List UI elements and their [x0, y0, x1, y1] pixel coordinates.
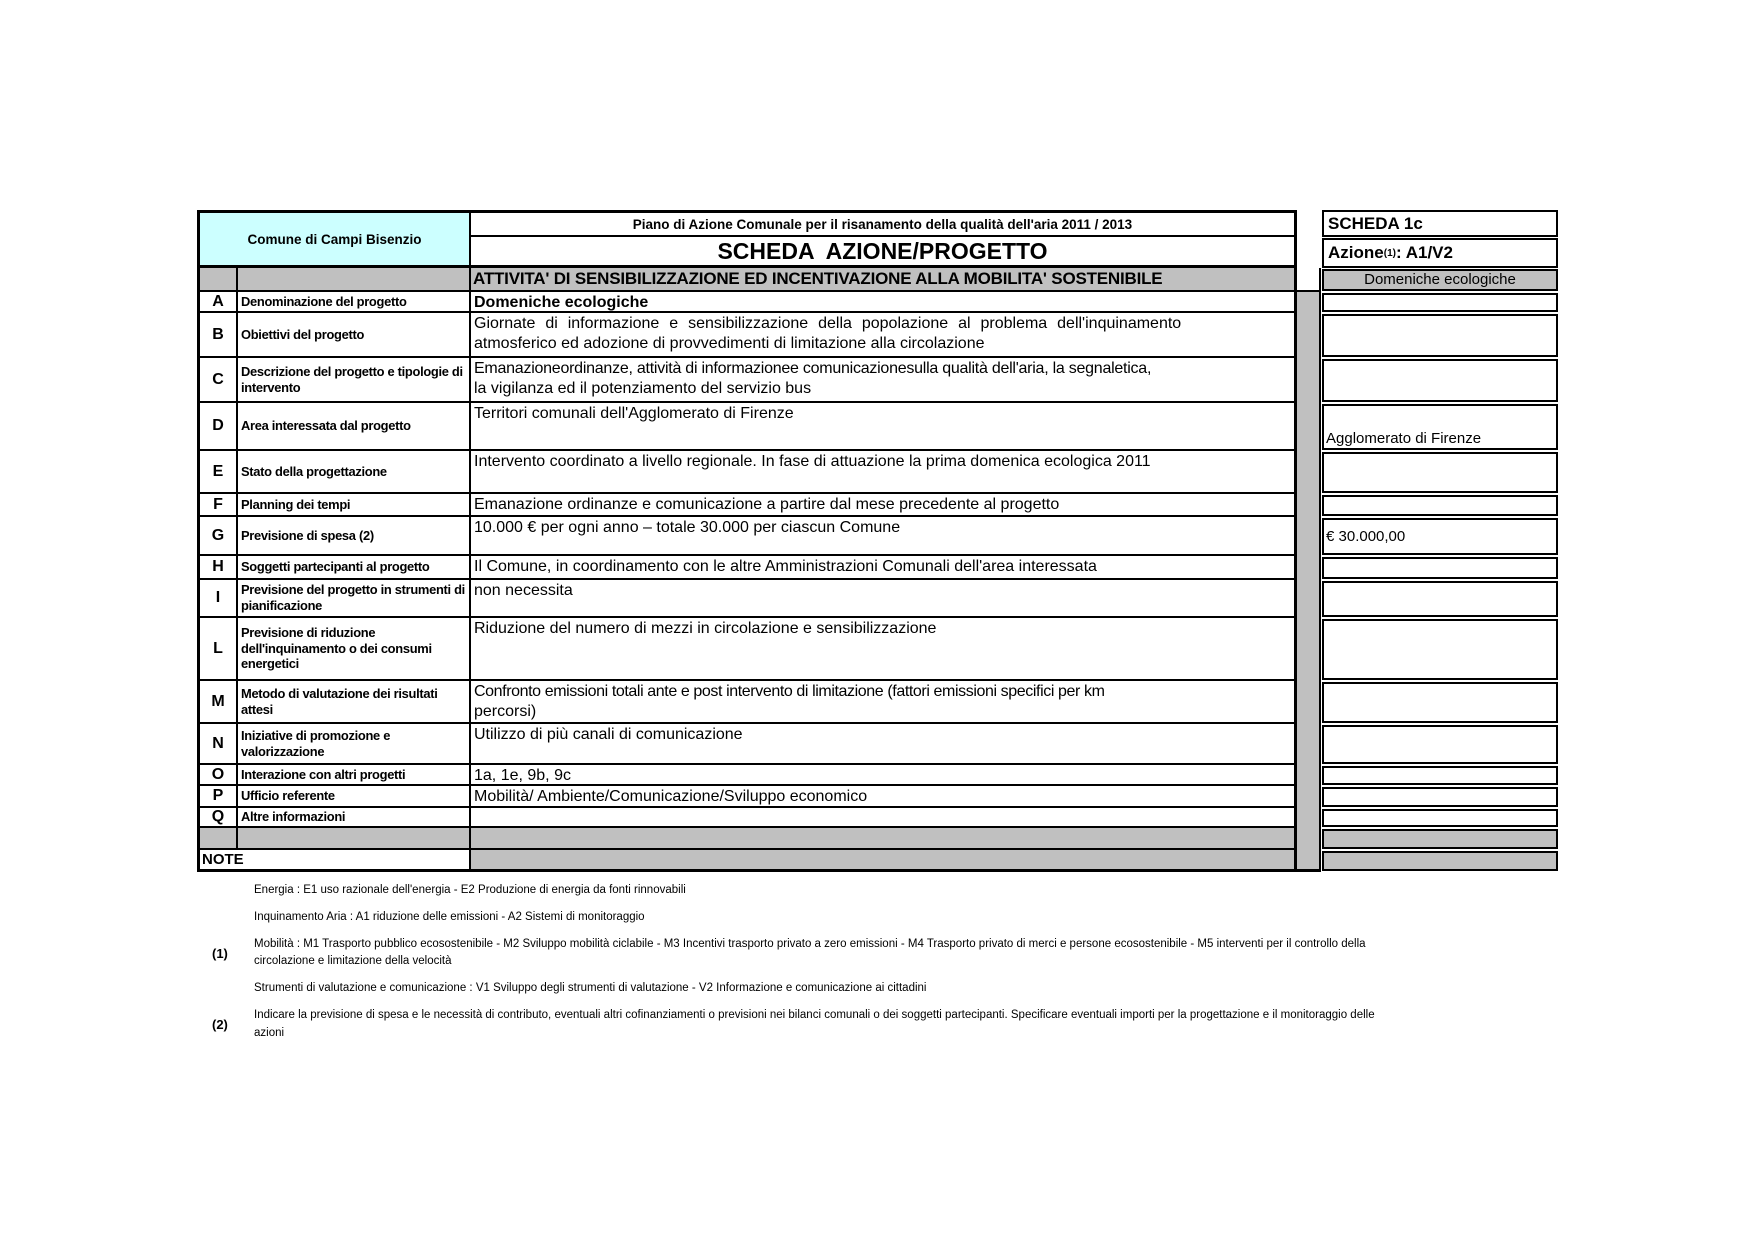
footnote	[212, 936, 1382, 972]
right-annotation-box	[1322, 452, 1558, 493]
row-right-cell	[1321, 451, 1558, 494]
row-letter: A	[197, 292, 238, 313]
action-name-cell: Domeniche ecologiche	[1322, 269, 1558, 291]
row-right-cell	[1321, 313, 1558, 358]
separator-column	[1297, 681, 1321, 724]
row-letter: E	[197, 451, 238, 494]
row-letter: P	[197, 786, 238, 808]
plan-title: Piano di Azione Comunale per il risanamento della qualità dell'aria 2011 / 2013	[471, 213, 1294, 237]
footnote	[212, 1007, 1382, 1043]
row-label: Area interessata dal progetto	[238, 403, 471, 451]
separator-column	[1297, 828, 1321, 850]
table-row	[197, 313, 1558, 358]
action-sheet-table	[197, 210, 1558, 872]
row-label: Stato della progettazione	[238, 451, 471, 494]
row-content	[471, 808, 1297, 828]
separator-column	[1297, 292, 1321, 313]
row-label: Interazione con altri progetti	[238, 765, 471, 786]
row-content	[471, 292, 1297, 313]
azione-value: : A1/V2	[1395, 243, 1453, 262]
table-row	[197, 556, 1558, 580]
footnote	[212, 909, 1382, 927]
note-right-cell	[1321, 850, 1558, 872]
content-line: Emanazioneordinanze, attività di informazionee comunicazionesulla qualità dell'aria, la segnaletica,	[474, 360, 1152, 377]
separator-column	[1297, 451, 1321, 494]
note-row	[197, 850, 1558, 872]
content-line: Riduzione del numero di mezzi in circolazione e sensibilizzazione	[474, 620, 937, 637]
header-middle	[471, 210, 1297, 268]
content-line: Emanazione ordinanze e comunicazione a partire dal mese precedente al progetto	[474, 496, 1060, 513]
footnote-text: Strumenti di valutazione e comunicazione : V1 Sviluppo degli strumenti di valutazione - V2 Informazione e comunicazione ai cittadini	[254, 982, 927, 995]
row-content	[471, 556, 1297, 580]
row-right-cell	[1321, 786, 1558, 808]
spacer-letter-cell	[197, 828, 238, 850]
note-label: NOTE	[197, 850, 471, 872]
row-content	[471, 403, 1297, 451]
content-line: Giornate di informazione e sensibilizzazione della popolazione al problema dell'inquinamento	[474, 315, 1182, 332]
row-content	[471, 681, 1297, 724]
separator-column	[1297, 765, 1321, 786]
spacer-content-cell	[471, 828, 1297, 850]
row-letter: M	[197, 681, 238, 724]
activity-band-row	[197, 268, 1558, 292]
spacer-right-cell	[1321, 828, 1558, 850]
azione-superscript: (1)	[1383, 247, 1396, 259]
scheda-code-cell: SCHEDA 1c	[1322, 210, 1558, 237]
right-cell-text: € 30.000,00	[1326, 527, 1406, 545]
row-right-cell	[1321, 681, 1558, 724]
activity-title: ATTIVITA' DI SENSIBILIZZAZIONE ED INCENTIVAZIONE ALLA MOBILITA' SOSTENIBILE	[471, 268, 1297, 292]
row-right-cell	[1321, 580, 1558, 618]
row-letter: I	[197, 580, 238, 618]
right-annotation-box	[1322, 495, 1558, 516]
row-right-cell	[1321, 358, 1558, 403]
row-letter: G	[197, 517, 238, 556]
content-line: 1a, 1e, 9b, 9c	[474, 767, 571, 784]
row-label: Denominazione del progetto	[238, 292, 471, 313]
table-row	[197, 403, 1558, 451]
separator-column	[1297, 786, 1321, 808]
content-line: 10.000 € per ogni anno – totale 30.000 per ciascun Comune	[474, 519, 901, 536]
row-letter: L	[197, 618, 238, 681]
right-annotation-box	[1322, 809, 1558, 827]
content-line: atmosferico ed adozione di provvedimenti di limitazione alla circolazione	[474, 335, 985, 353]
row-right-cell	[1321, 808, 1558, 828]
row-label: Previsione di riduzione dell'inquinamento o dei consumi energetici	[238, 618, 471, 681]
content-line: Utilizzo di più canali di comunicazione	[474, 726, 743, 743]
right-annotation-box	[1322, 314, 1558, 357]
row-right-cell	[1321, 765, 1558, 786]
table-row	[197, 618, 1558, 681]
footnote-text: Inquinamento Aria : A1 riduzione delle emissioni - A2 Sistemi di monitoraggio	[254, 910, 645, 923]
right-annotation-box	[1322, 682, 1558, 723]
row-letter: N	[197, 724, 238, 765]
right-annotation-box	[1322, 787, 1558, 807]
separator-column	[1297, 517, 1321, 556]
separator-column	[1297, 850, 1321, 872]
right-cell-text: Agglomerato di Firenze	[1326, 430, 1482, 448]
separator-column	[1297, 494, 1321, 517]
comune-cell: Comune di Campi Bisenzio	[197, 210, 471, 268]
row-content	[471, 580, 1297, 618]
row-right-cell	[1321, 292, 1558, 313]
row-content	[471, 517, 1297, 556]
row-label: Descrizione del progetto e tipologie di intervento	[238, 358, 471, 403]
header-right-column	[1321, 210, 1558, 268]
separator-column	[1297, 313, 1321, 358]
row-content	[471, 494, 1297, 517]
azione-cell	[1322, 238, 1558, 268]
row-content	[471, 618, 1297, 681]
header-gap	[1297, 210, 1321, 268]
separator-column	[1297, 268, 1321, 292]
separator-column	[1297, 556, 1321, 580]
row-right-cell	[1321, 494, 1558, 517]
table-row	[197, 681, 1558, 724]
row-label: Previsione di spesa (2)	[238, 517, 471, 556]
row-letter: B	[197, 313, 238, 358]
row-label: Soggetti partecipanti al progetto	[238, 556, 471, 580]
row-content	[471, 786, 1297, 808]
right-annotation-box	[1322, 557, 1558, 579]
right-annotation-box	[1322, 766, 1558, 785]
activity-label-cell	[238, 268, 471, 292]
table-row	[197, 517, 1558, 556]
content-line: Confronto emissioni totali ante e post intervento di limitazione (fattori emissioni specifici per km	[474, 683, 1105, 700]
footnote-text: Mobilità : M1 Trasporto pubblico ecosostenibile - M2 Sviluppo mobilità ciclabile - M3 Incentivi trasporto privato a zero emissioni - M4 Trasporto privato di merci e persone ecosostenibile - M5 interventi per il controllo della circolazione e limitazione della velocità	[254, 937, 1366, 968]
row-content	[471, 724, 1297, 765]
row-label: Ufficio referente	[238, 786, 471, 808]
row-label: Iniziative di promozione e valorizzazione	[238, 724, 471, 765]
separator-column	[1297, 618, 1321, 681]
table-body	[197, 292, 1558, 828]
spacer-row	[197, 828, 1558, 850]
content-line: non necessita	[474, 582, 573, 599]
separator-column	[1297, 403, 1321, 451]
row-letter: O	[197, 765, 238, 786]
content-line: Territori comunali dell'Agglomerato di Firenze	[474, 405, 794, 422]
row-right-cell	[1321, 618, 1558, 681]
table-row	[197, 358, 1558, 403]
row-right-cell	[1321, 403, 1558, 451]
table-row	[197, 808, 1558, 828]
activity-letter-cell	[197, 268, 238, 292]
footnote-text: Indicare la previsione di spesa e le necessità di contributo, eventuali altri cofinanziamenti o previsioni nei bilanci comunali o dei soggetti partecipanti. Specificare eventuali importi per la progettazione e il monitoraggio delle azioni	[254, 1009, 1375, 1039]
table-row	[197, 292, 1558, 313]
row-letter: C	[197, 358, 238, 403]
content-line: Intervento coordinato a livello regionale. In fase di attuazione la prima domenica ecologica 2011	[474, 453, 1151, 470]
footnote-label: (1)	[212, 945, 228, 961]
separator-column	[1297, 580, 1321, 618]
right-annotation-box	[1322, 404, 1558, 450]
row-right-cell	[1321, 517, 1558, 556]
table-row	[197, 786, 1558, 808]
footnote-label: (2)	[212, 1017, 228, 1033]
table-row	[197, 765, 1558, 786]
row-content	[471, 765, 1297, 786]
row-label: Altre informazioni	[238, 808, 471, 828]
row-content	[471, 358, 1297, 403]
row-label: Planning dei tempi	[238, 494, 471, 517]
row-letter: F	[197, 494, 238, 517]
spacer-label-cell	[238, 828, 471, 850]
separator-column	[1297, 358, 1321, 403]
row-letter: D	[197, 403, 238, 451]
activity-right-cell	[1321, 268, 1558, 292]
content-line: Il Comune, in coordinamento con le altre Amministrazioni Comunali dell'area interessata	[474, 558, 1097, 575]
row-label: Obiettivi del progetto	[238, 313, 471, 358]
content-line: Mobilità/ Ambiente/Comunicazione/Sviluppo economico	[474, 788, 868, 805]
right-annotation-box	[1322, 581, 1558, 617]
table-row	[197, 724, 1558, 765]
row-right-cell	[1321, 724, 1558, 765]
content-line: la vigilanza ed il potenziamento del servizio bus	[474, 380, 812, 398]
note-content-cell	[471, 850, 1297, 872]
row-content	[471, 313, 1297, 358]
row-letter: Q	[197, 808, 238, 828]
azione-prefix: Azione	[1328, 243, 1384, 262]
right-annotation-box	[1322, 725, 1558, 764]
right-annotation-box	[1322, 359, 1558, 402]
note-right-box	[1322, 851, 1558, 871]
footnote-text: Energia : E1 uso razionale dell'energia - E2 Produzione di energia da fonti rinnovabili	[254, 884, 686, 896]
footnote	[212, 882, 1382, 900]
row-label: Metodo di valutazione dei risultati attesi	[238, 681, 471, 724]
row-content	[471, 451, 1297, 494]
table-row	[197, 451, 1558, 494]
separator-column	[1297, 808, 1321, 828]
footnote	[212, 980, 1382, 998]
sheet-title: SCHEDA AZIONE/PROGETTO	[717, 237, 1048, 264]
table-row	[197, 580, 1558, 618]
separator-column	[1297, 724, 1321, 765]
right-annotation-box	[1322, 293, 1558, 312]
right-annotation-box	[1322, 518, 1558, 555]
table-row	[197, 494, 1558, 517]
footnotes	[212, 882, 1382, 1052]
table-header	[197, 210, 1558, 268]
row-right-cell	[1321, 556, 1558, 580]
row-letter: H	[197, 556, 238, 580]
spacer-right-box	[1322, 829, 1558, 849]
row-label: Previsione del progetto in strumenti di pianificazione	[238, 580, 471, 618]
right-annotation-box	[1322, 619, 1558, 680]
content-line: percorsi)	[474, 703, 537, 721]
content-line: Domeniche ecologiche	[474, 294, 649, 311]
